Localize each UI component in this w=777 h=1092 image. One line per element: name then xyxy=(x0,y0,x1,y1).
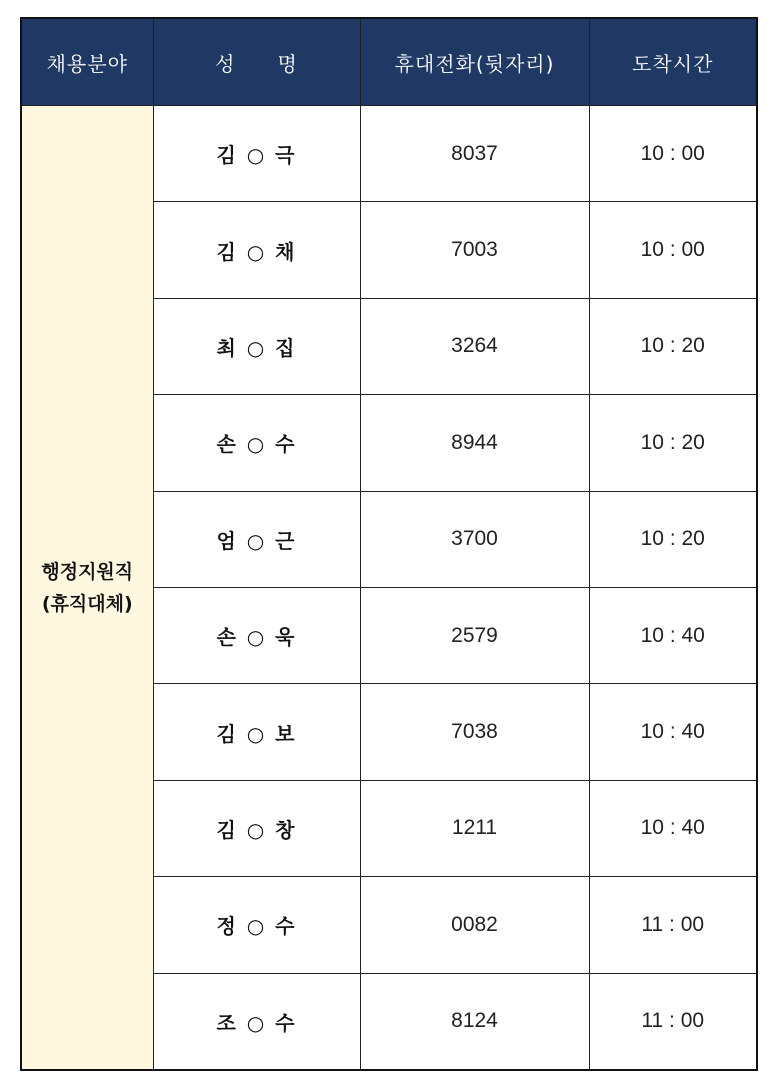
arrival-time-cell: 10 : 00 xyxy=(589,106,757,202)
name-cell: 손 ○ 욱 xyxy=(153,587,360,683)
phone-cell: 8037 xyxy=(360,106,589,202)
arrival-time-cell: 10 : 20 xyxy=(589,491,757,587)
interview-schedule-table xyxy=(20,17,758,1071)
recruitment-field-line2: (휴직대체) xyxy=(41,592,133,615)
recruitment-field-line1: 행정지원직 xyxy=(41,560,134,583)
phone-cell: 8944 xyxy=(360,395,589,491)
header-arrival-time: 도착시간 xyxy=(589,18,757,106)
name-cell: 손 ○ 수 xyxy=(153,395,360,491)
arrival-time-cell: 10 : 40 xyxy=(589,780,757,876)
table-row xyxy=(21,106,757,202)
arrival-time-cell: 10 : 20 xyxy=(589,395,757,491)
name-cell: 최 ○ 집 xyxy=(153,298,360,394)
phone-cell: 8124 xyxy=(360,973,589,1070)
phone-cell: 2579 xyxy=(360,587,589,683)
arrival-time-cell: 11 : 00 xyxy=(589,877,757,973)
header-name: 성 명 xyxy=(153,18,360,106)
header-field: 채용분야 xyxy=(21,18,153,106)
phone-cell: 7038 xyxy=(360,684,589,780)
phone-cell: 1211 xyxy=(360,780,589,876)
arrival-time-cell: 10 : 40 xyxy=(589,684,757,780)
name-cell: 김 ○ 극 xyxy=(153,106,360,202)
name-cell: 김 ○ 창 xyxy=(153,780,360,876)
header-phone: 휴대전화(뒷자리) xyxy=(360,18,589,106)
table-header xyxy=(21,18,757,106)
name-cell: 김 ○ 보 xyxy=(153,684,360,780)
phone-cell: 7003 xyxy=(360,202,589,298)
recruitment-field-cell xyxy=(21,106,153,1071)
interview-schedule-table-wrapper xyxy=(20,17,756,1071)
table-body xyxy=(21,106,757,1071)
name-cell: 김 ○ 채 xyxy=(153,202,360,298)
name-cell: 조 ○ 수 xyxy=(153,973,360,1070)
arrival-time-cell: 11 : 00 xyxy=(589,973,757,1070)
phone-cell: 3700 xyxy=(360,491,589,587)
arrival-time-cell: 10 : 40 xyxy=(589,587,757,683)
phone-cell: 0082 xyxy=(360,877,589,973)
phone-cell: 3264 xyxy=(360,298,589,394)
header-row xyxy=(21,18,757,106)
arrival-time-cell: 10 : 00 xyxy=(589,202,757,298)
name-cell: 엄 ○ 근 xyxy=(153,491,360,587)
arrival-time-cell: 10 : 20 xyxy=(589,298,757,394)
name-cell: 정 ○ 수 xyxy=(153,877,360,973)
